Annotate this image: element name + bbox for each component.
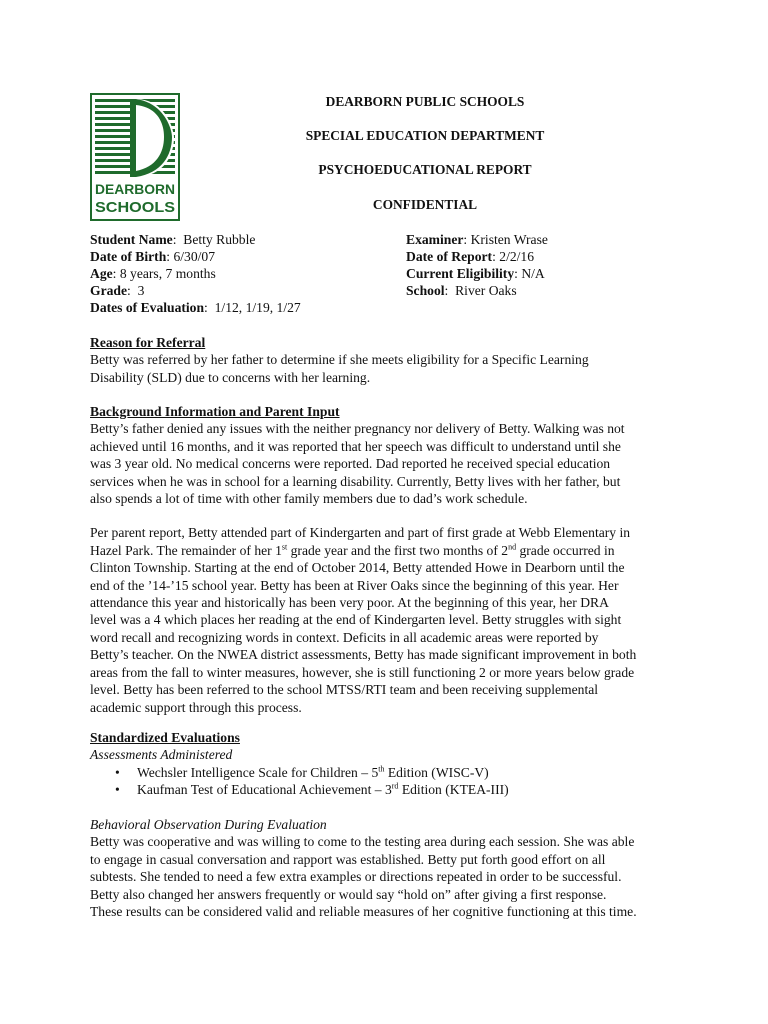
assessment-name <box>137 764 489 781</box>
text-segment: Hazel Park. The remainder of her 1 <box>90 542 282 558</box>
bullet-icon: • <box>115 765 120 780</box>
standardized-heading: Standardized Evaluations <box>90 730 240 745</box>
background-heading: Background Information and Parent Input <box>90 404 340 419</box>
logo-text-line1: DEARBORN <box>95 182 175 197</box>
report-title: PSYCHOEDUCATIONAL REPORT <box>318 162 532 177</box>
bullet-icon: • <box>115 782 120 798</box>
observation-line: Betty also changed her answers frequently or would say “hold on” after giving a first response. <box>90 886 607 902</box>
school-row: School: River Oaks <box>406 283 517 298</box>
eligibility-value: N/A <box>521 266 545 281</box>
referral-heading: Reason for Referral <box>90 335 206 350</box>
list-item <box>115 781 675 798</box>
background-line: also spends a lot of time with other family members due to dad’s work schedule. <box>90 491 528 507</box>
assessments-subheading: Assessments Administered <box>90 747 233 763</box>
background-line: attendance this year and historically has been very poor. At the beginning of this year, her DRA <box>90 595 609 611</box>
examiner-value: Kristen Wrase <box>470 232 548 247</box>
observation-line: Betty was cooperative and was willing to come to the testing area during each session. She was able <box>90 834 635 850</box>
background-line: word recall and recognizing words in context. Deficits in all academic areas were reported by <box>90 629 599 645</box>
background-line-with-superscripts <box>90 542 690 559</box>
eval-dates-row: Dates of Evaluation: 1/12, 1/19, 1/27 <box>90 300 301 315</box>
background-section <box>90 403 690 716</box>
eligibility-label: Current Eligibility <box>406 266 515 281</box>
eval-dates-label: Dates of Evaluation <box>90 300 205 315</box>
observation-line: to engage in casual conversation and rapport was established. Betty put forth good effort on all <box>90 851 606 867</box>
background-line: achieved until 16 months, and it was reported that her speech was difficult to understand until she <box>90 438 621 454</box>
text-segment: Edition (WISC-V) <box>384 765 489 780</box>
eval-dates-value: 1/12, 1/19, 1/27 <box>214 300 301 315</box>
background-line: was 3 year old. No medical concerns were reported. Dad reported he received special education <box>90 456 611 472</box>
background-line: academic support through this process. <box>90 699 302 715</box>
background-line: level was a 4 which places her reading at the end of Kindergarten level. Betty struggles with sight <box>90 612 622 628</box>
examiner-row: Examiner: Kristen Wrase <box>406 232 548 247</box>
observation-line: These results can be considered valid and reliable measures of her cognitive functioning at this time. <box>90 904 637 920</box>
report-date-value: 2/2/16 <box>499 249 535 264</box>
referral-line: Disability (SLD) due to concerns with her learning. <box>90 369 371 385</box>
list-item <box>115 764 675 781</box>
ordinal-suffix: nd <box>508 542 517 552</box>
confidential-label: CONFIDENTIAL <box>372 197 478 212</box>
age-row: Age: 8 years, 7 months <box>90 266 216 281</box>
district-logo <box>90 93 180 221</box>
background-line: Betty’s teacher. On the NWEA district assessments, Betty has made significant improvement in both <box>90 647 637 663</box>
ordinal-suffix: st <box>281 542 288 552</box>
background-line: services when he was in school for a learning disability. Currently, Betty lives with her father, but <box>90 473 621 489</box>
text-segment: grade occurred in <box>516 542 615 558</box>
text-segment: Wechsler Intelligence Scale for Children – 5 <box>137 765 379 780</box>
report-date-row: Date of Report: 2/2/16 <box>406 249 535 264</box>
background-line: Betty’s father denied any issues with the neither pregnancy nor delivery of Betty. Walking was not <box>90 421 625 437</box>
text-segment: grade year and the first two months of 2 <box>287 542 509 558</box>
age-label: Age <box>90 266 113 281</box>
observation-heading: Behavioral Observation During Evaluation <box>90 817 327 832</box>
dob-value: 6/30/07 <box>173 249 215 264</box>
assessment-name <box>137 781 509 798</box>
assessment-list <box>115 764 675 799</box>
student-name: Betty Rubble <box>183 232 256 247</box>
school-value: River Oaks <box>455 283 517 298</box>
background-line: level. Betty has been referred to the school MTSS/RTI team and been receiving supplemental <box>90 682 599 698</box>
student-name-row: Student Name: Betty Rubble <box>90 232 256 247</box>
grade-value: 3 <box>137 283 145 298</box>
district-title: DEARBORN PUBLIC SCHOOLS <box>325 94 525 109</box>
grade-row: Grade: 3 <box>90 283 145 298</box>
background-line: end of the ’14-’15 school year. Betty has been at River Oaks since the beginning of this year. Her <box>90 577 619 593</box>
background-line: Clinton Township. Starting at the end of October 2014, Betty attended Howe in Dearborn until the <box>90 560 625 576</box>
referral-section <box>90 334 690 386</box>
grade-label: Grade <box>90 283 127 298</box>
text-segment: Edition (KTEA-III) <box>398 782 509 798</box>
dob-row: Date of Birth: 6/30/07 <box>90 249 215 264</box>
observation-section <box>90 816 690 920</box>
report-date-label: Date of Report <box>406 249 493 264</box>
school-label: School <box>406 283 445 298</box>
standardized-section <box>90 729 690 764</box>
age-value: 8 years, 7 months <box>119 266 216 281</box>
examiner-label: Examiner <box>406 232 464 247</box>
ordinal-suffix: th <box>378 764 385 774</box>
text-segment: Kaufman Test of Educational Achievement – 3 <box>137 782 392 798</box>
department-title: SPECIAL EDUCATION DEPARTMENT <box>305 128 545 143</box>
background-line: areas from the fall to winter measures, however, she is still functioning 2 or more years below grade <box>90 664 635 680</box>
student-name-label: Student Name <box>90 232 173 247</box>
ordinal-suffix: rd <box>391 781 399 791</box>
observation-line: subtests. She tended to need a few extra examples or directions repeated in order to be successful. <box>90 869 622 885</box>
logo-text-line2: SCHOOLS <box>95 199 175 216</box>
referral-line: Betty was referred by her father to determine if she meets eligibility for a Specific Learning <box>90 352 589 368</box>
eligibility-row: Current Eligibility: N/A <box>406 266 545 281</box>
dob-label: Date of Birth <box>90 249 167 264</box>
background-line: Per parent report, Betty attended part of Kindergarten and part of first grade at Webb Elementary in <box>90 525 631 541</box>
